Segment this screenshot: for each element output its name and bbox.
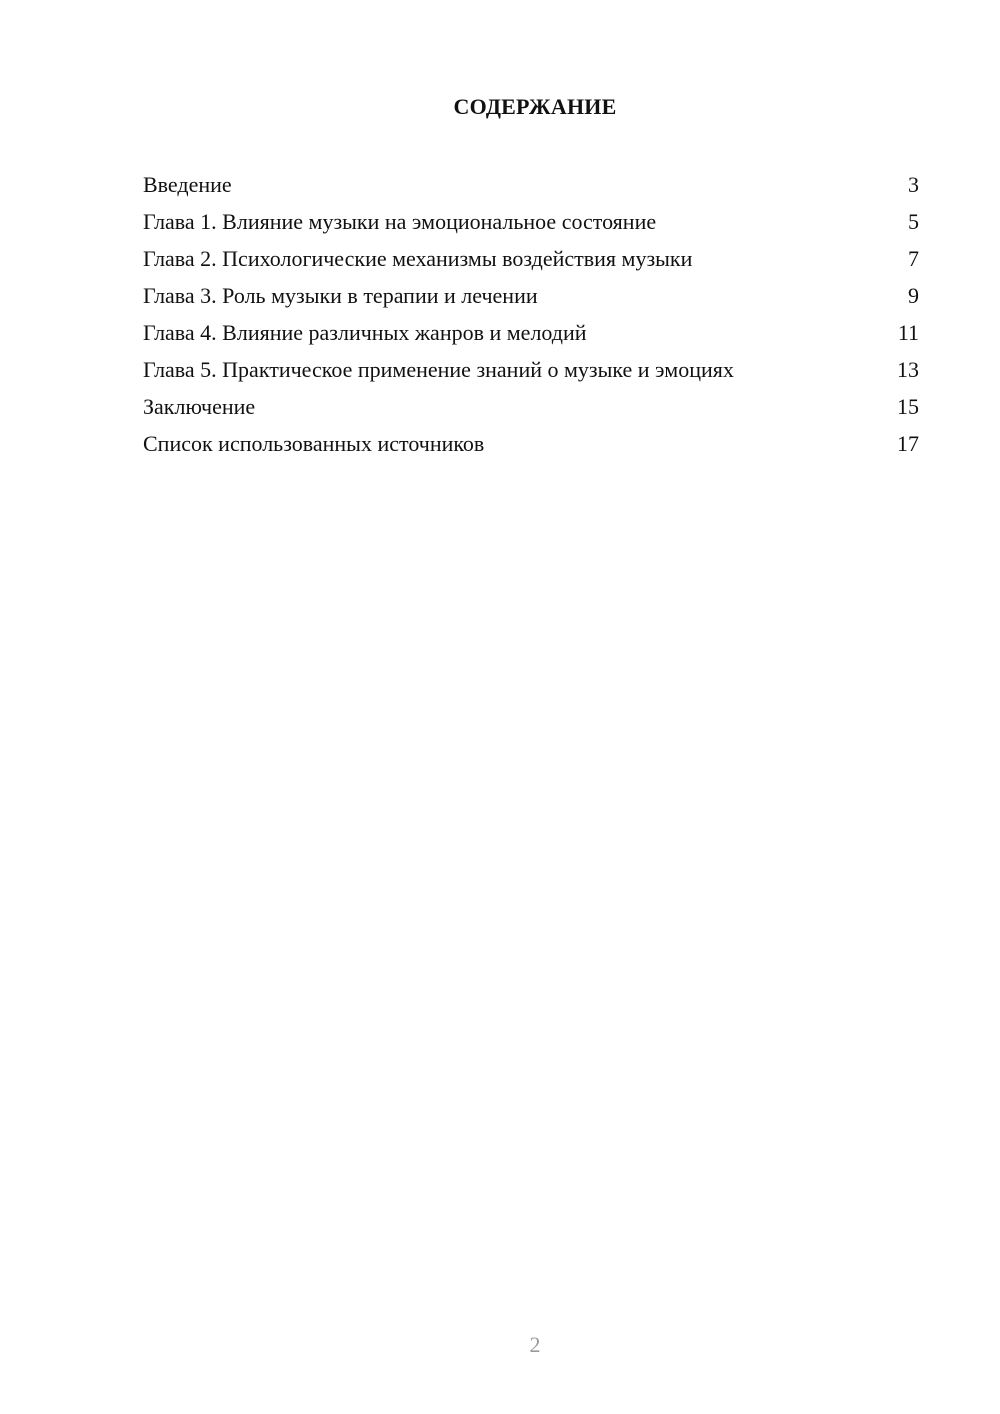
toc-entry-chapter-1 — [143, 207, 919, 244]
table-of-contents — [143, 170, 919, 466]
toc-entry-title: Глава 1. Влияние музыки на эмоциональное состояние — [143, 209, 657, 234]
toc-entry-page: 11 — [897, 320, 919, 345]
page-number: 2 — [529, 1332, 541, 1357]
toc-entry-title: Заключение — [143, 394, 256, 419]
toc-entry-page: 13 — [897, 357, 919, 382]
toc-entry-conclusion — [143, 392, 919, 429]
toc-entry-page: 5 — [908, 209, 919, 234]
toc-entry-page: 17 — [897, 431, 919, 456]
toc-entry-chapter-4 — [143, 318, 919, 355]
toc-entry-title: Глава 5. Практическое применение знаний о музыке и эмоциях — [143, 357, 734, 382]
toc-entry-references — [143, 429, 919, 466]
toc-entry-chapter-3 — [143, 281, 919, 318]
toc-entry-title: Глава 4. Влияние различных жанров и мелодий — [143, 320, 587, 345]
toc-entry-page: 15 — [897, 394, 919, 419]
toc-entry-chapter-5 — [143, 355, 919, 392]
toc-entry-title: Глава 3. Роль музыки в терапии и лечении — [143, 283, 538, 308]
page-title: СОДЕРЖАНИЕ — [453, 94, 617, 119]
toc-entry-title: Глава 2. Психологические механизмы воздействия музыки — [143, 246, 693, 271]
toc-entry-title: Введение — [143, 172, 232, 197]
toc-entry-page: 3 — [908, 172, 919, 197]
toc-entry-page: 9 — [908, 283, 919, 308]
toc-entry-title: Список использованных источников — [143, 431, 485, 456]
toc-entry-chapter-2 — [143, 244, 919, 281]
toc-entry-page: 7 — [908, 246, 919, 271]
toc-entry-introduction — [143, 170, 919, 207]
